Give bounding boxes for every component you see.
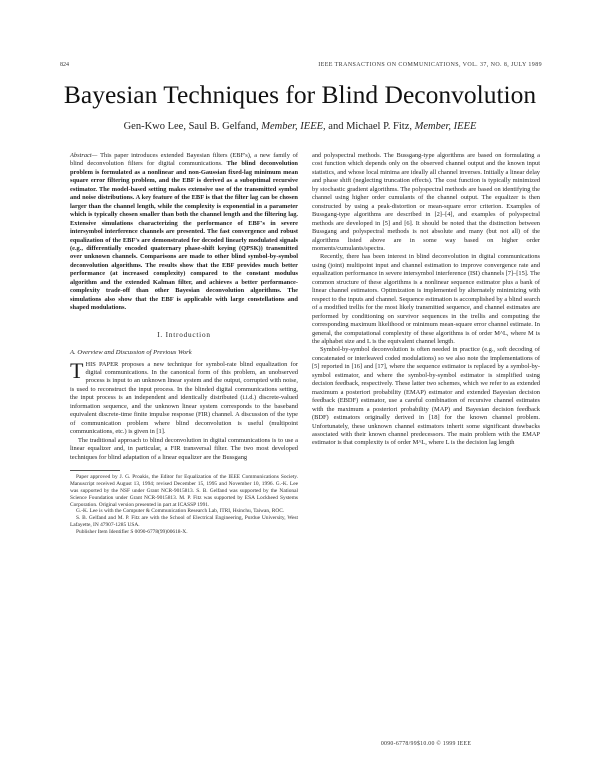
running-header xyxy=(60,60,542,70)
author-names: Gen-Kwo Lee, Saul B. Gelfand, xyxy=(123,121,259,132)
left-column xyxy=(70,152,298,536)
footnote-rule xyxy=(70,470,120,471)
footnote-affiliation-purdue: S. B. Gelfand and M. P. Fitz are with the School of Electrical Engineering, Purdue University, West Lafayette, IN 47907-1285 USA. xyxy=(70,515,298,529)
page-number: 824 xyxy=(60,62,69,68)
intro-p1-text: proposes a new technique for symbol-rate blind equalization for digital communications. In the canonical form of this problem, an unobserved process is input to an unknown linear system and the output, corrupted with noise, is used to reconstruct the input process. In the blinded digital communications setting, the input process is an independent and identically distributed (i.i.d.) discrete-valued information sequence, and the unknown linear system corresponds to the baseband equivalent discrete-time finite impulse response (FIR) channel. A discussion of the type of communication problem where blind deconvolution is useful (multipoint communications, etc.) is given in [1]. xyxy=(70,360,298,436)
footnote-manuscript: Paper approved by J. G. Proakis, the Editor for Equalization of the IEEE Communications Society. Manuscript received August 13, 1994; revised December 15, 1995 and November 10, 1996. G.-K. Lee was supported by the NSF under Grant NCR-9015813. S. B. Gelfand was supported by the National Science Foundation under Grant NCR-9015813. M. P. Fitz was supported by ESA Lockheed Systems Corporation. Original version presented in part at ICASSP 1991. xyxy=(70,473,298,508)
body-paragraph-1: and polyspectral methods. The Bussgang-type algorithms are based on formulating a cost function which depends only on the observed channel output and the known input statistics, and whose local minima are ideally all channel inverses. Initially a linear delay and phase shift (neglecting truncation effects). The cost function is typically minimized by stochastic gradient algorithms. The polyspectral methods are based on identifying the channel using higher order cumulants of the channel output. The equalizer is then constructed by using a peak-distortion or mean-square error criterion. Examples of Bussgang-type algorithms are described in [2]–[4], and examples of polyspectral methods are developed in [5] and [6]. It should be noted that the distinction between Bussgang and polyspectral methods is not absolute and many (but not all) of the algorithms listed above are in some way based on higher order moments/cumulants/spectra. xyxy=(312,152,540,252)
subsection-heading: A. Overview and Discussion of Previous Work xyxy=(70,349,192,357)
author-line xyxy=(50,120,550,134)
intro-paragraph-2: The traditional approach to blind deconvolution in digital communications is to use a linear equalizer and, in particular, a FIR transversal filter. The two most developed techniques for blind adaptation of a linear equalizer are the Bussgang xyxy=(70,436,298,461)
abstract-label: Abstract— xyxy=(70,152,98,159)
abstract xyxy=(70,152,298,313)
abstract-lead: This paper introduces extended Bayesian filters (EBF's), a new family of blind deconvolution filters for digital communications. xyxy=(70,152,298,168)
author-membership-1: Member, IEEE, xyxy=(261,121,326,132)
intro-smallcaps: HIS PAPER xyxy=(85,360,119,368)
intro-paragraph-1 xyxy=(70,357,298,437)
footnote-publisher-id: Publisher Item Identifier S 0090-6778(99)00618-X. xyxy=(76,529,188,536)
abstract-body: The blind deconvolution problem is formulated as a nonlinear and non-Gaussian fixed-lag minimum mean square error filtering problem, and the EBF is derived as a suboptimal recursive estimator. The model-based setting makes extensive use of the transmitted symbol and noise distributions. A key feature of the EBF is that the filter lag can be chosen larger than the channel length, while the complexity is exponential in a parameter which is typically chosen smaller than both the channel length and the filtering lag. Extensive simulations characterizing the performance of EBF's in severe intersymbol interference channels are presented. The fast convergence and robust equalization of the EBF's are demonstrated for decoded linearly modulated signals (e.g., differentially encoded quaternary phase-shift keying (QPSK)) transmitted over unknown channels. Comparisons are made to other blind symbol-by-symbol deconvolution algorithms. The results show that the EBF provides much better performance (at increased complexity) compared to the constant modulus algorithm and the extended Kalman filter, and achieves a better performance-complexity trade-off than other Bayesian deconvolution algorithms. The simulations also show that the EBF is applicable with large constellations and shaped modulations. xyxy=(70,160,298,312)
issn-footer: 0090-6778/99$10.00 © 1999 IEEE xyxy=(380,741,472,747)
author-membership-2: Member, IEEE xyxy=(414,121,477,132)
footnote-affiliation-lee: G.-K. Lee is with the Computer & Communication Research Lab, ITRI, Hsinchu, Taiwan, ROC. xyxy=(76,508,285,515)
paper-title: Bayesian Techniques for Blind Deconvolution xyxy=(63,80,537,109)
journal-header: IEEE TRANSACTIONS ON COMMUNICATIONS, VOL. 37, NO. 8, JULY 1989 xyxy=(318,62,542,68)
drop-cap: T xyxy=(70,357,84,383)
right-column xyxy=(312,152,540,448)
section-heading: I. Introduction xyxy=(157,330,211,339)
body-paragraph-2: Recently, there has been interest in blind deconvolution in digital communications using (joint) multipoint input and channel estimation to improve convergence rate and equalization performance in severe intersymbol interference (ISI) channels [7]–[15]. The common structure of these algorithms is a nonlinear sequence estimator plus a bank of linear channel estimators. Optimization is implemented by alternately minimizing with respect to the inputs and channel. Sequence estimation is accomplished by a blind search of a modified trellis for the most likely transmitted sequence, and channel estimates are performed by conditioning on survivor sequences in the trellis and computing the corresponding maximum likelihood or minimum mean-square error channel estimate. In general, the computational complexity of these algorithms is of order M^L, where M is the alphabet size and L is the equivalent channel length. xyxy=(312,253,540,345)
author-and: and Michael P. Fitz, xyxy=(328,121,412,132)
body-paragraph-3: Symbol-by-symbol deconvolution is often needed in practice (e.g., soft decoding of concatenated or interleaved coded modulations) so we also note the implementations of [5] reported in [16] and [17], where the sequence estimator is replaced by a symbol-by-symbol estimator, and where the symbol-by-symbol estimator is simplified using decision feedback, respectively. These latter two schemes, which we refer to as extended maximum a posteriori probability (EMAP) estimator and extended Bayesian decision feedback (EBDF) estimator, use a careful combination of recursive channel estimates with the maximum a posteriori probability (MAP) and Bayesian decision feedback (BDF) estimators originally derived in [18] for the known channel problem. Unfortunately, these unknown channel estimators inherit some significant drawbacks associated with their known channel predecessors. The main problem with the EMAP estimator is that complexity is of order M^L, where L is the decision lag length xyxy=(312,346,540,447)
